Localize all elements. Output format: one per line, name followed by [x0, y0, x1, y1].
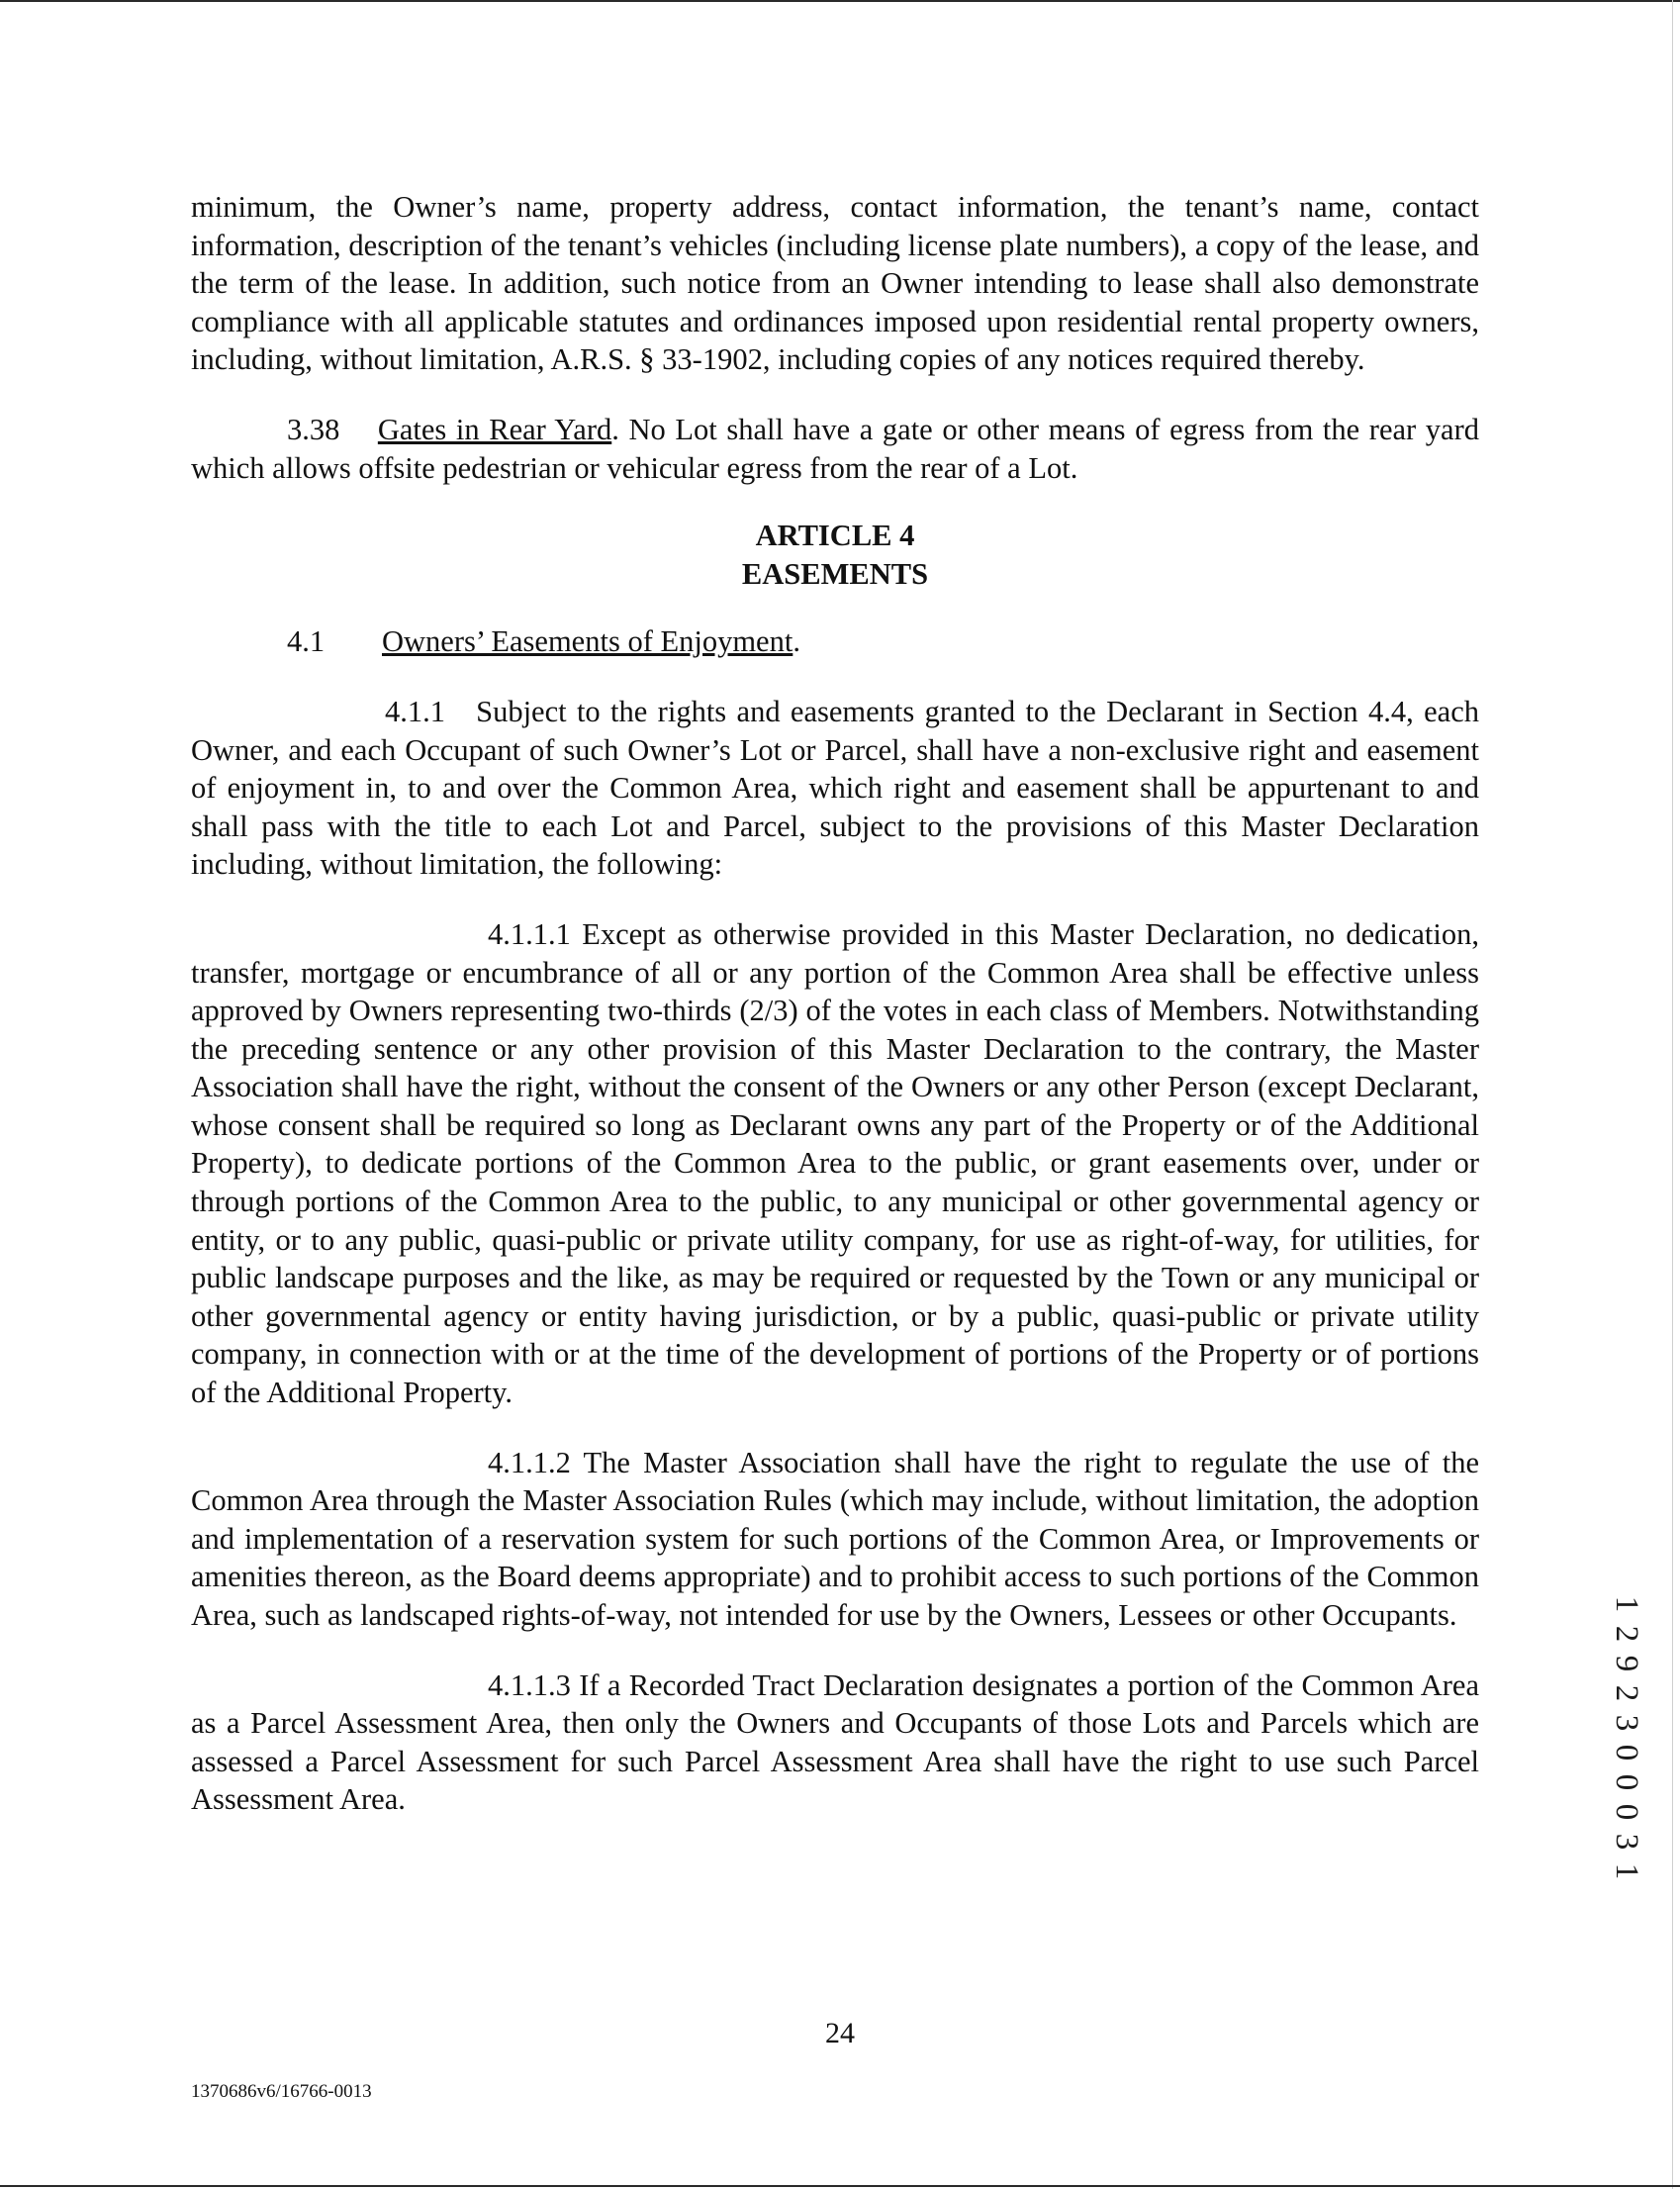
paragraph-lease-notice: minimum, the Owner’s name, property address, contact information, the tenant’s name, contact information, description of the tenant’s vehicles (including license plate numbers), a copy of the lease, and the term of the lease. In addition, such notice from an Owner intending to lease shall also demonstrate compliance with all applicable statutes and ordinances imposed upon residential rental property owners, including, without limitation, A.R.S. § 33-1902, including copies of any notices required thereby. [191, 190, 1479, 377]
stamp-digit: 1 [1609, 1595, 1644, 1613]
section-4-1-period: . [793, 624, 800, 659]
stamp-digit: 9 [1609, 1655, 1644, 1672]
section-4-1-1-number: 4.1.1 [385, 694, 445, 728]
recording-number-stamp [1605, 1589, 1648, 1886]
section-3-38-title: Gates in Rear Yard [377, 412, 612, 446]
stamp-digit: 0 [1609, 1773, 1644, 1791]
stamp-digit: 2 [1609, 1684, 1644, 1702]
stamp-digit: 0 [1609, 1803, 1644, 1821]
scan-edge-right [1672, 0, 1673, 2189]
page-number: 24 [825, 2017, 855, 2049]
article-heading [191, 517, 1479, 593]
stamp-digit: 3 [1609, 1714, 1644, 1732]
stamp-digit: 1 [1609, 1862, 1644, 1880]
section-4-1-number: 4.1 [287, 624, 326, 659]
scan-edge-top [0, 0, 1680, 2]
section-4-1-1-3: 4.1.1.3 If a Recorded Tract Declaration designates a portion of the Common Area as a Parcel Assessment Area, then only the Owners and Occupants of those Lots and Parcels which are assessed a Parcel Assessment for such Parcel Assessment Area shall have the right to use such Parcel Assessment Area. [191, 1667, 1479, 1817]
document-id: 1370686v6/16766-0013 [191, 2081, 372, 2102]
section-4-1-title: Owners’ Easements of Enjoyment [382, 624, 793, 659]
section-4-1-1-2: 4.1.1.2 The Master Association shall have the right to regulate the use of the Common Area through the Master Association Rules (which may include, without limitation, the adoption and implementation of a reservation system for such portions of the Common Area, or Improvements or amenities thereon, as the Board deems appropriate) and to prohibit access to such portions of the Common Area, such as landscaped rights-of-way, not intended for use by the Owners, Lessees or other Occupants. [191, 1445, 1479, 1632]
stamp-digit: 2 [1609, 1625, 1644, 1643]
section-3-38-body: . No Lot shall have a gate or other means of egress from the rear yard which allows offsite pedestrian or vehicular egress from the rear of a Lot. [191, 412, 1480, 485]
section-4-1-1-1: 4.1.1.1 Except as otherwise provided in this Master Declaration, no dedication, transfer, mortgage or encumbrance of all or any portion of the Common Area shall be effective unless approved by Owners representing two-thirds (2/3) of the votes in each class of Members. Notwithstanding the preceding sentence or any other provision of this Master Declaration to the contrary, the Master Association shall have the right, without the consent of the Owners or any other Person (except Declarant, whose consent shall be required so long as Declarant owns any part of the Property or of the Additional Property), to dedicate portions of the Common Area to the public, or grant easements over, under or through portions of the Common Area to the public, to any municipal or other governmental agency or entity, or to any public, quasi-public or private utility company, for use as right-of-way, for utilities, for public landscape purposes and the like, as may be required or requested by the Town or any municipal or other governmental agency or entity having jurisdiction, or by a public, quasi-public or private utility company, in connection with or at the time of the development of portions of the Property or of portions of the Additional Property. [191, 916, 1479, 1410]
section-4-1-1 [191, 693, 1479, 884]
section-3-38-number: 3.38 [287, 412, 340, 446]
section-4-1-1-body: Subject to the rights and easements granted to the Declarant in Section 4.4, each Owner, and each Occupant of such Owner’s Lot or Parcel, shall have a non-exclusive right and easement of enjoyment in, to and over the Common Area, which right and easement shall be appurtenant to and shall pass with the title to each Lot and Parcel, subject to the provisions of this Master Declaration including, without limitation, the following: [191, 694, 1480, 882]
page-body [191, 188, 1479, 1819]
section-3-38 [191, 411, 1479, 487]
article-number: ARTICLE 4 [755, 519, 915, 553]
stamp-digit: 3 [1609, 1833, 1644, 1851]
stamp-digit: 0 [1609, 1744, 1644, 1761]
section-4-1-heading [191, 622, 1479, 661]
scan-edge-bottom [0, 2185, 1680, 2187]
article-title: EASEMENTS [741, 556, 929, 591]
